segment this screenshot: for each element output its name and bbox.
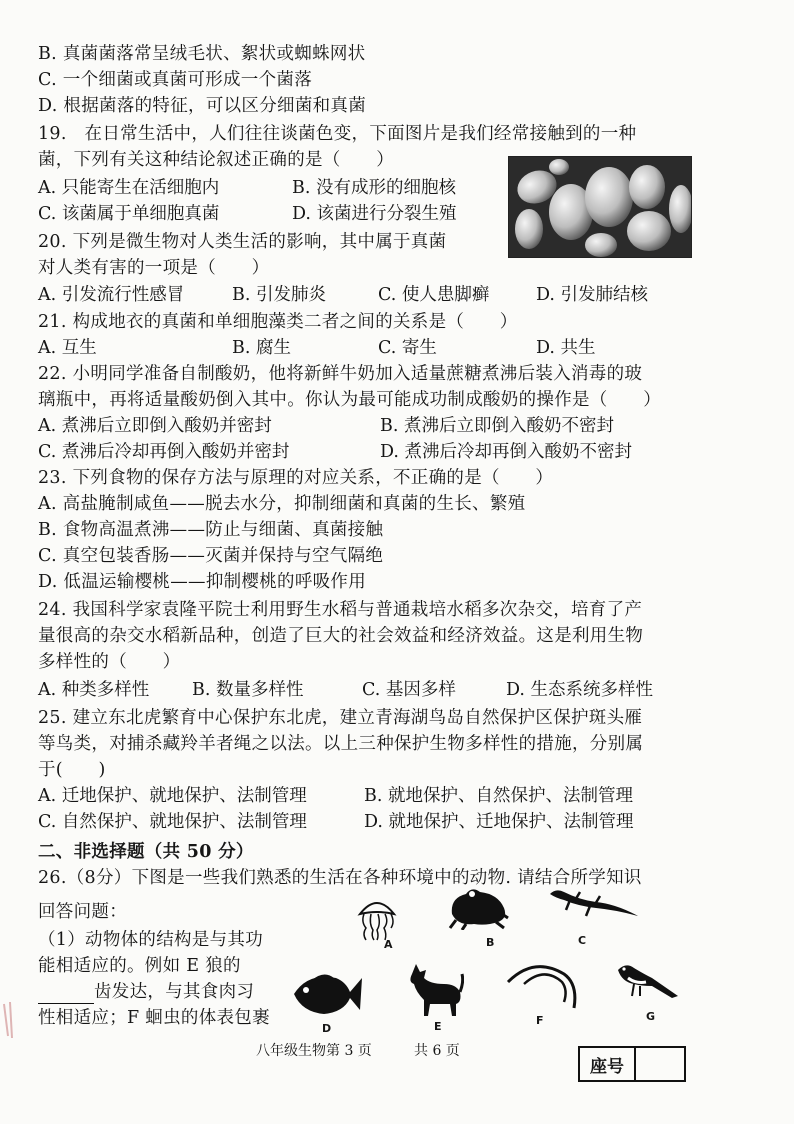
q21-option-a: A. 互生 (38, 338, 97, 358)
yeast-cells-image (508, 156, 692, 258)
seat-number-label: 座号 (580, 1048, 636, 1080)
q18-option-c: C. 一个细菌或真菌可形成一个菌落 (38, 70, 312, 90)
fish-icon (288, 966, 364, 1026)
q26-sub1-line4: 性相适应；F 蛔虫的体表包裹 (38, 1008, 270, 1028)
q24-option-b: B. 数量多样性 (192, 680, 304, 700)
q22-option-c: C. 煮沸后冷却再倒入酸奶并密封 (38, 442, 290, 462)
q23-option-a: A. 高盐腌制咸鱼——脱去水分，抑制细菌和真菌的生长、繁殖 (38, 494, 526, 514)
q26-sub1-line1: （1）动物体的结构是与其功 (38, 930, 264, 950)
q25-option-b: B. 就地保护、自然保护、法制管理 (364, 786, 633, 806)
q23-stem: 23. 下列食物的保存方法与原理的对应关系，不正确的是（ ） (38, 468, 554, 488)
seat-number-box (578, 1046, 686, 1082)
q20-option-c: C. 使人患脚癣 (378, 285, 490, 305)
q24-option-c: C. 基因多样 (362, 680, 456, 700)
q19-option-b: B. 没有成形的细胞核 (292, 178, 456, 198)
animal-label-g: G (646, 1010, 656, 1023)
jellyfish-icon (354, 898, 400, 946)
animal-label-e: E (434, 1020, 442, 1033)
answer-blank[interactable] (38, 987, 94, 1004)
q22-option-d: D. 煮沸后冷却再倒入酸奶不密封 (380, 442, 633, 462)
seat-number-input[interactable] (636, 1048, 684, 1080)
q23-option-b: B. 食物高温煮沸——防止与细菌、真菌接触 (38, 520, 384, 540)
q24-stem-line3: 多样性的（ ） (38, 652, 181, 672)
q25-stem-line3: 于( ) (38, 760, 106, 780)
q25-stem-line2: 等鸟类，对捕杀藏羚羊者绳之以法。以上三种保护生物多样性的措施，分别属 (38, 734, 644, 754)
q25-option-a: A. 迁地保护、就地保护、法制管理 (38, 786, 307, 806)
section2-heading: 二、非选择题（共 50 分） (38, 842, 254, 862)
q26-sub1-line3 (38, 980, 254, 1004)
q22-stem-line1: 22. 小明同学准备自制酸奶，他将新鲜牛奶加入适量蔗糖煮沸后装入消毒的玻 (38, 364, 643, 384)
q24-stem-line1: 24. 我国科学家袁隆平院士利用野生水稻与普通栽培水稻多次杂交，培育了产 (38, 600, 643, 620)
q22-option-a: A. 煮沸后立即倒入酸奶并密封 (38, 416, 272, 436)
magpie-icon (612, 956, 680, 1010)
q19-stem-line1: 19. 在日常生活中，人们往往谈菌色变，下面图片是我们经常接触到的一种 (38, 124, 637, 144)
q18-option-b: B. 真菌菌落常呈绒毛状、絮状或蜘蛛网状 (38, 44, 366, 64)
q21-stem: 21. 构成地衣的真菌和单细胞藻类二者之间的关系是（ ） (38, 312, 518, 332)
q22-stem-line2: 璃瓶中，再将适量酸奶倒入其中。你认为最可能成功制成酸奶的操作是（ ） (38, 390, 661, 410)
q24-option-a: A. 种类多样性 (38, 680, 150, 700)
roundworm-icon (504, 962, 580, 1016)
q19-option-c: C. 该菌属于单细胞真菌 (38, 204, 220, 224)
q20-option-a: A. 引发流行性感冒 (38, 285, 185, 305)
q23-option-c: C. 真空包装香肠——灭菌并保持与空气隔绝 (38, 546, 384, 566)
q20-option-b: B. 引发肺炎 (232, 285, 326, 305)
q26-stem-line2: 回答问题： (38, 902, 127, 922)
q19-option-a: A. 只能寄生在活细胞内 (38, 178, 220, 198)
q26-stem-line1: 26.（8分）下图是一些我们熟悉的生活在各种环境中的动物. 请结合所学知识 (38, 868, 642, 888)
q26-sub1-line3-text: 齿发达，与其食肉习 (94, 982, 255, 1002)
q23-option-d: D. 低温运输樱桃——抑制樱桃的呼吸作用 (38, 572, 367, 592)
scan-mark (0, 1000, 18, 1040)
q19-option-d: D. 该菌进行分裂生殖 (292, 204, 457, 224)
q20-option-d: D. 引发肺结核 (536, 285, 649, 305)
q22-option-b: B. 煮沸后立即倒入酸奶不密封 (380, 416, 614, 436)
q19-stem-line2: 菌，下列有关这种结论叙述正确的是（ ） (38, 150, 394, 170)
footer-total-pages: 共 6 页 (414, 1043, 460, 1059)
q21-option-d: D. 共生 (536, 338, 596, 358)
animal-label-f: F (536, 1014, 544, 1027)
q21-option-b: B. 腐生 (232, 338, 291, 358)
animal-label-a: A (384, 938, 393, 951)
q20-stem-line2: 对人类有害的一项是（ ） (38, 258, 270, 278)
q18-option-d: D. 根据菌落的特征，可以区分细菌和真菌 (38, 96, 367, 116)
q24-stem-line2: 量很高的杂交水稻新品种，创造了巨大的社会效益和经济效益。这是利用生物 (38, 626, 644, 646)
animal-label-b: B (486, 936, 495, 949)
q21-option-c: C. 寄生 (378, 338, 437, 358)
q26-sub1-line2: 能相适应的。例如 E 狼的 (38, 956, 241, 976)
footer-page-number: 八年级生物第 3 页 (256, 1043, 372, 1059)
q25-option-c: C. 自然保护、就地保护、法制管理 (38, 812, 307, 832)
q25-stem-line1: 25. 建立东北虎繁育中心保护东北虎，建立青海湖鸟岛自然保护区保护斑头雁 (38, 708, 643, 728)
animal-label-c: C (578, 934, 587, 947)
lizard-icon (546, 882, 642, 926)
q20-stem-line1: 20. 下列是微生物对人类生活的影响，其中属于真菌 (38, 232, 447, 252)
q25-option-d: D. 就地保护、迁地保护、法制管理 (364, 812, 634, 832)
q24-option-d: D. 生态系统多样性 (506, 680, 654, 700)
wolf-icon (404, 962, 464, 1024)
frog-icon (446, 884, 510, 934)
animal-label-d: D (322, 1022, 332, 1035)
